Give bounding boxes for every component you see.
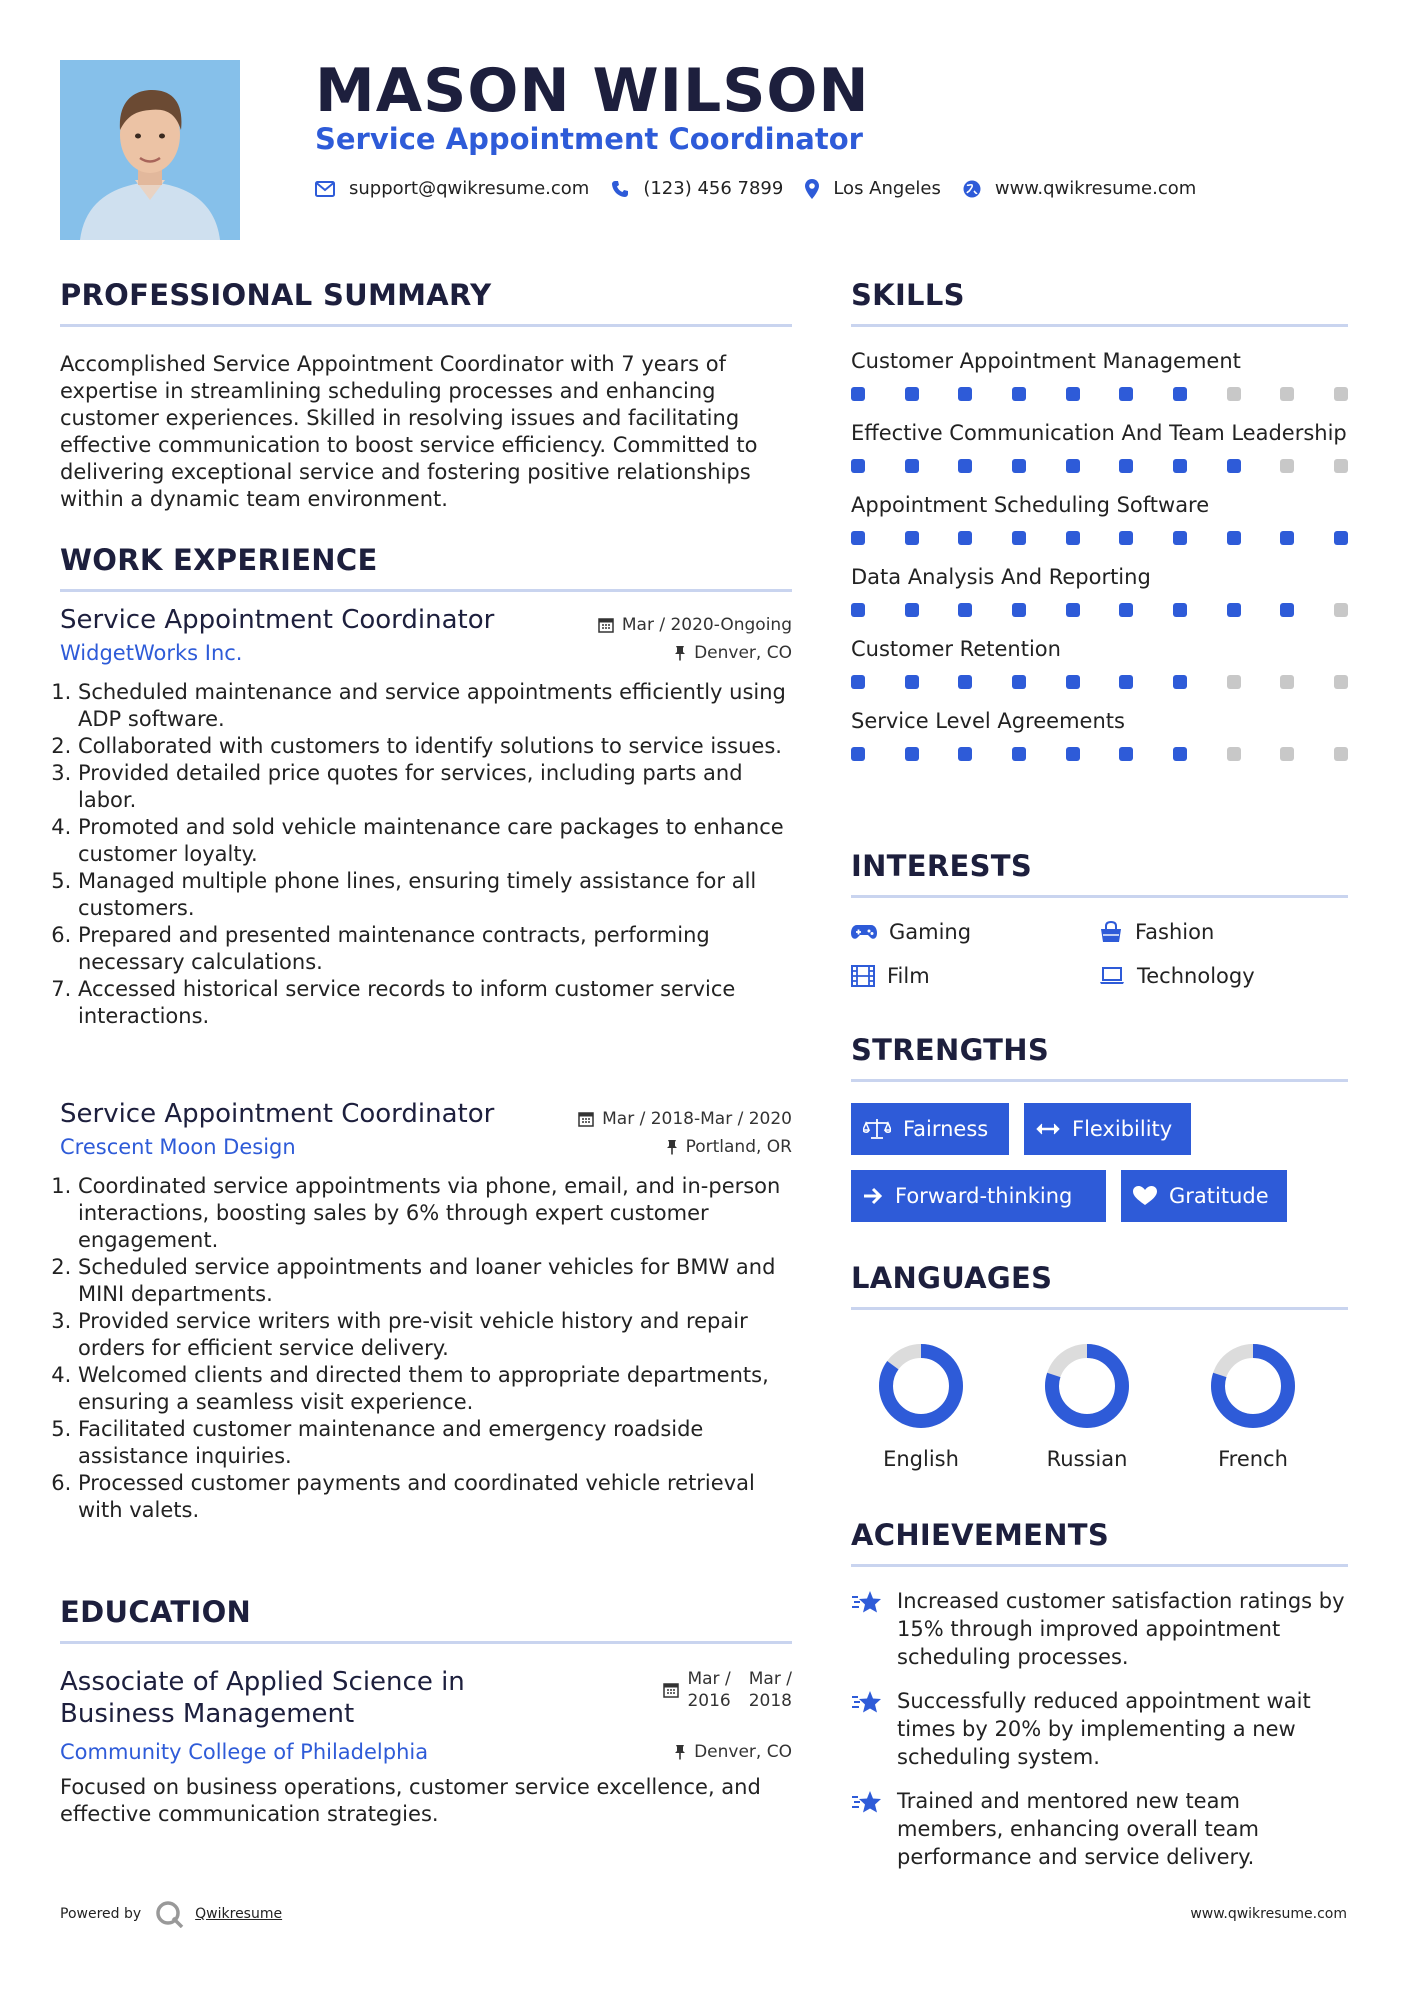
job-1-company: WidgetWorks Inc. [60,641,243,665]
rating-dot-filled [1173,531,1187,545]
rating-dot-filled [1173,675,1187,689]
interest-label: Technology [1137,964,1255,988]
job-2-title: Service Appointment Coordinator [60,1099,495,1129]
rating-dot-filled [1173,387,1187,401]
rating-dot-filled [1119,531,1133,545]
star-icon [851,1789,883,1817]
rating-dot-filled [1280,531,1294,545]
degree-line-1: Associate of Applied Science in [60,1667,465,1697]
achievement-item [851,1687,1348,1771]
rating-dot-empty [1227,747,1241,761]
contact-email[interactable] [315,178,589,199]
job-2-bullets [60,1173,792,1524]
job-1 [60,605,792,1030]
strength-label: Forward-thinking [895,1184,1073,1208]
skill-rating [851,459,1348,473]
rating-dot-filled [1012,531,1026,545]
list-item: 1. Coordinated service appointments via phone, email, and in-person interactions, boosting sales by 6% through expert customer engagement. [78,1173,792,1254]
rating-dot-filled [905,747,919,761]
school-name: Community College of Philadelphia [60,1740,429,1764]
rating-dot-filled [958,675,972,689]
rating-dot-filled [851,747,865,761]
language-label: Russian [1046,1447,1128,1471]
rating-dot-filled [1119,603,1133,617]
rating-dot-empty [1334,387,1348,401]
job-1-date-text: Mar / 2020-Ongoing [621,615,792,635]
strength-gratitude [1121,1170,1287,1222]
arrows-horizontal-icon [1036,1122,1060,1136]
rating-dot-filled [1119,747,1133,761]
qwikresume-logo-icon [155,1900,185,1928]
achievement-text: Trained and mentored new team members, enhancing overall team performance and service delivery. [897,1789,1259,1869]
heart-icon [1133,1186,1157,1206]
rating-dot-filled [958,531,972,545]
interest-fashion [1099,920,1347,944]
strength-forward-thinking [851,1170,1106,1222]
skill-item [851,347,1348,401]
summary-section [60,278,792,513]
job-1-location [674,643,792,663]
achievement-item [851,1587,1348,1671]
rating-dot-filled [851,603,865,617]
pushpin-icon [674,1744,686,1760]
education-start-b: 2016 [687,1691,731,1711]
list-item: 6. Processed customer payments and coordinated vehicle retrieval with valets. [78,1470,792,1524]
job-2-location-text: Portland, OR [685,1137,792,1157]
interest-film [851,964,1099,988]
rating-dot-empty [1334,603,1348,617]
rating-dot-empty [1227,387,1241,401]
powered-by-text: Powered by [60,1906,142,1922]
rating-dot-filled [958,603,972,617]
rating-dot-filled [1012,603,1026,617]
rating-dot-filled [958,387,972,401]
profile-photo [60,60,240,240]
contact-location [805,178,941,199]
list-item: 6. Prepared and presented maintenance contracts, performing necessary calculations. [78,922,792,976]
education-text: Focused on business operations, customer service excellence, and effective communication strategies. [60,1775,761,1826]
education-section [60,1595,792,1828]
education-end-a: Mar / [748,1669,792,1689]
rating-dot-filled [905,387,919,401]
rating-dot-filled [905,459,919,473]
achievement-text: Increased customer satisfaction ratings by 15% through improved appointment scheduling processes. [897,1589,1345,1669]
achievement-item [851,1787,1348,1871]
rating-dot-filled [1012,675,1026,689]
skill-name: Customer Retention [851,637,1061,661]
achievements-list [851,1587,1348,1871]
language-label: French [1218,1447,1288,1471]
skill-rating [851,387,1348,401]
skill-rating [851,675,1348,689]
list-item: 5. Managed multiple phone lines, ensuring timely assistance for all customers. [78,868,792,922]
rating-dot-filled [905,531,919,545]
rating-dot-filled [905,675,919,689]
language-ring [876,1341,966,1431]
job-2 [60,1099,792,1524]
education-location [674,1742,792,1762]
calendar-icon [663,1682,679,1698]
candidate-name: MASON WILSON [315,56,870,126]
rating-dot-filled [1173,459,1187,473]
section-divider [851,324,1348,327]
pushpin-icon [666,1139,678,1155]
rating-dot-filled [1012,747,1026,761]
rating-dot-filled [851,387,865,401]
section-divider [60,324,792,327]
contact-phone[interactable] [611,178,783,199]
job-1-bullets [60,679,792,1030]
languages-title: LANGUAGES [851,1261,1053,1295]
strengths-title: STRENGTHS [851,1033,1050,1067]
section-divider [851,895,1348,898]
strength-label: Flexibility [1072,1117,1173,1141]
rating-dot-filled [1119,387,1133,401]
laptop-icon [1099,967,1125,985]
language-ring [1208,1341,1298,1431]
website-text: www.qwikresume.com [994,178,1197,199]
skills-title: SKILLS [851,278,965,312]
interests-title: INTERESTS [851,849,1033,883]
calendar-icon [578,1111,594,1127]
skill-rating [851,747,1348,761]
strength-flexibility [1024,1103,1191,1155]
skills-list [851,347,1348,761]
rating-dot-filled [1066,747,1080,761]
education-end-b: 2018 [748,1691,792,1711]
calendar-icon [598,617,614,633]
languages-section [851,1261,1348,1481]
rating-dot-filled [1173,747,1187,761]
skill-rating [851,531,1348,545]
job-2-date [578,1109,792,1129]
footer-website[interactable]: www.qwikresume.com [1190,1906,1347,1922]
language-ring [1042,1341,1132,1431]
location-text: Los Angeles [833,178,941,199]
rating-dot-filled [905,603,919,617]
skill-name: Service Level Agreements [851,709,1125,733]
list-item: 4. Promoted and sold vehicle maintenance care packages to enhance customer loyalty. [78,814,792,868]
section-divider [851,1307,1348,1310]
skills-section [851,278,1348,779]
list-item: 3. Provided detailed price quotes for services, including parts and labor. [78,760,792,814]
rating-dot-filled [1334,531,1348,545]
phone-icon [611,180,629,198]
section-divider [60,589,792,592]
education-location-text: Denver, CO [694,1742,792,1762]
interest-label: Fashion [1135,920,1215,944]
achievement-text: Successfully reduced appointment wait times by 20% by implementing a new scheduling system. [897,1689,1311,1769]
rating-dot-filled [851,675,865,689]
footer-powered-by [60,1900,282,1928]
strength-fairness [851,1103,1009,1155]
contact-website[interactable] [963,178,1196,199]
rating-dot-filled [1066,531,1080,545]
shopping-bag-icon [1099,921,1123,943]
language-russian [1017,1341,1157,1471]
strength-label: Gratitude [1169,1184,1269,1208]
rating-dot-filled [1173,603,1187,617]
interests-section [851,849,1348,988]
rating-dot-filled [1119,459,1133,473]
rating-dot-empty [1227,675,1241,689]
rating-dot-empty [1334,459,1348,473]
candidate-role: Service Appointment Coordinator [315,122,863,156]
email-text: support@qwikresume.com [349,178,590,199]
rating-dot-filled [1227,531,1241,545]
footer-brand-link[interactable]: Qwikresume [195,1906,283,1922]
skill-name: Appointment Scheduling Software [851,493,1210,517]
rating-dot-empty [1334,675,1348,689]
interest-label: Gaming [889,920,972,944]
job-2-date-text: Mar / 2018-Mar / 2020 [602,1109,792,1129]
interests-grid [851,920,1348,988]
education-start-a: Mar / [687,1669,731,1689]
section-divider [60,1641,792,1644]
job-1-title: Service Appointment Coordinator [60,605,495,635]
star-icon [851,1589,883,1617]
summary-text: Accomplished Service Appointment Coordinator with 7 years of expertise in streamlining scheduling processes and enhancing customer experiences. Skilled in resolving issues and facilitating effective communication to boost service efficiency. Committed to delivering exceptional service and fostering positive relationships within a dynamic team environment. [60,352,758,511]
section-divider [851,1564,1348,1567]
rating-dot-filled [1066,387,1080,401]
section-divider [851,1079,1348,1082]
degree-title [60,1666,465,1730]
rating-dot-filled [851,531,865,545]
rating-dot-empty [1280,387,1294,401]
rating-dot-filled [1227,459,1241,473]
skill-item [851,419,1348,473]
experience-section [60,543,792,592]
list-item: 1. Scheduled maintenance and service appointments efficiently using ADP software. [78,679,792,733]
rating-dot-filled [851,459,865,473]
skill-rating [851,603,1348,617]
envelope-icon [315,181,335,197]
skill-name: Effective Communication And Team Leadership [851,421,1347,445]
rating-dot-empty [1280,459,1294,473]
list-item: 4. Welcomed clients and directed them to appropriate departments, ensuring a seamless visit experience. [78,1362,792,1416]
gamepad-icon [851,923,877,941]
phone-text: (123) 456 7899 [643,178,784,199]
map-pin-icon [805,179,819,199]
experience-title: WORK EXPERIENCE [60,543,378,577]
rating-dot-filled [1227,603,1241,617]
interest-gaming [851,920,1099,944]
summary-title: PROFESSIONAL SUMMARY [60,278,492,312]
rating-dot-filled [958,747,972,761]
language-french [1183,1341,1323,1471]
rating-dot-filled [1066,675,1080,689]
rating-dot-filled [1066,459,1080,473]
contact-bar [315,178,1218,199]
list-item: 3. Provided service writers with pre-visit vehicle history and repair orders for efficient service delivery. [78,1308,792,1362]
language-label: English [883,1447,959,1471]
rating-dot-empty [1280,675,1294,689]
rating-dot-filled [1012,387,1026,401]
list-item: 2. Collaborated with customers to identify solutions to service issues. [78,733,792,760]
rating-dot-filled [958,459,972,473]
star-icon [851,1689,883,1717]
skill-item [851,707,1348,761]
rating-dot-filled [1066,603,1080,617]
degree-line-2: Business Management [60,1699,355,1729]
globe-icon [963,180,981,198]
rating-dot-filled [1012,459,1026,473]
skill-name: Customer Appointment Management [851,349,1241,373]
job-1-date [598,615,792,635]
interest-technology [1099,964,1347,988]
education-title: EDUCATION [60,1595,252,1629]
rating-dot-filled [1280,603,1294,617]
job-2-company: Crescent Moon Design [60,1135,296,1159]
skill-item [851,635,1348,689]
education-date [663,1668,792,1712]
film-icon [851,965,875,987]
strengths-section [851,1033,1348,1233]
rating-dot-filled [1119,675,1133,689]
strength-label: Fairness [903,1117,989,1141]
rating-dot-empty [1334,747,1348,761]
job-1-location-text: Denver, CO [694,643,792,663]
skill-item [851,491,1348,545]
pushpin-icon [674,645,686,661]
list-item: 7. Accessed historical service records to inform customer service interactions. [78,976,792,1030]
language-english [851,1341,991,1471]
achievements-title: ACHIEVEMENTS [851,1518,1110,1552]
achievements-section [851,1518,1348,1887]
arrow-right-icon [863,1187,883,1205]
job-2-location [666,1137,792,1157]
skill-item [851,563,1348,617]
list-item: 5. Facilitated customer maintenance and emergency roadside assistance inquiries. [78,1416,792,1470]
skill-name: Data Analysis And Reporting [851,565,1151,589]
rating-dot-empty [1280,747,1294,761]
list-item: 2. Scheduled service appointments and loaner vehicles for BMW and MINI departments. [78,1254,792,1308]
scale-icon [863,1118,891,1140]
interest-label: Film [887,964,930,988]
